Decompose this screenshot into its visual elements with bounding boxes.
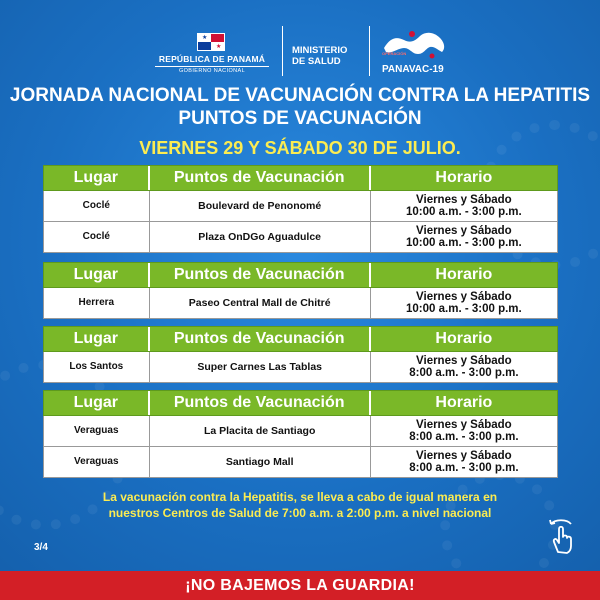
vaccination-table-veraguas bbox=[43, 390, 558, 478]
cell-punto: La Placita de Santiago bbox=[150, 416, 371, 446]
cell-punto: Super Carnes Las Tablas bbox=[150, 352, 371, 382]
table-row bbox=[43, 288, 558, 319]
cell-horario: Viernes y Sábado 8:00 a.m. - 3:00 p.m. bbox=[409, 450, 519, 474]
column-header-puntos: Puntos de Vacunación bbox=[150, 327, 371, 351]
cell-punto: Santiago Mall bbox=[150, 447, 371, 477]
table-header bbox=[43, 390, 558, 416]
cell-lugar: Herrera bbox=[44, 288, 150, 318]
column-header-puntos: Puntos de Vacunación bbox=[150, 263, 371, 287]
cell-lugar: Veraguas bbox=[44, 447, 150, 477]
cell-punto: Paseo Central Mall de Chitré bbox=[150, 288, 371, 318]
cell-horario: Viernes y Sábado 10:00 a.m. - 3:00 p.m. bbox=[406, 194, 522, 218]
column-header-lugar: Lugar bbox=[44, 327, 150, 351]
page-title: JORNADA NACIONAL DE VACUNACIÓN CONTRA LA HEPATITIS bbox=[9, 85, 591, 106]
government-label: GOBIERNO NACIONAL bbox=[155, 66, 269, 74]
info-note: La vacunación contra la Hepatitis, se lleva a cabo de igual manera en nuestros Centros de Salud de 7:00 a.m. a 2:00 p.m. a nivel nacional bbox=[102, 490, 498, 520]
date-label: VIERNES 29 Y SÁBADO 30 DE JULIO. bbox=[139, 138, 461, 158]
operation-label: OPERACIÓN bbox=[382, 51, 407, 56]
cell-horario: Viernes y Sábado 8:00 a.m. - 3:00 p.m. bbox=[409, 355, 519, 379]
cell-lugar: Coclé bbox=[44, 222, 150, 252]
cell-punto: Boulevard de Penonomé bbox=[150, 191, 371, 221]
cell-horario: Viernes y Sábado 8:00 a.m. - 3:00 p.m. bbox=[409, 419, 519, 443]
table-row bbox=[43, 416, 558, 447]
column-header-lugar: Lugar bbox=[44, 166, 150, 190]
column-header-horario: Horario bbox=[435, 394, 493, 411]
column-header-lugar: Lugar bbox=[44, 391, 150, 415]
header-divider bbox=[282, 26, 283, 76]
header-divider bbox=[369, 26, 370, 76]
column-header-lugar: Lugar bbox=[44, 263, 150, 287]
footer-banner: ¡NO BAJEMOS LA GUARDIA! bbox=[0, 571, 600, 600]
table-row bbox=[43, 447, 558, 478]
panama-map-icon bbox=[382, 28, 448, 62]
cell-horario: Viernes y Sábado 10:00 a.m. - 3:00 p.m. bbox=[406, 291, 522, 315]
page-indicator: 3/4 bbox=[34, 542, 48, 553]
column-header-horario: Horario bbox=[435, 330, 493, 347]
cell-lugar: Coclé bbox=[44, 191, 150, 221]
ministry-label: MINISTERIO DE SALUD bbox=[292, 45, 348, 67]
table-row bbox=[43, 222, 558, 253]
cell-punto: Plaza OnDGo Aguadulce bbox=[150, 222, 371, 252]
country-name: REPÚBLICA DE PANAMÁ bbox=[158, 54, 266, 64]
cell-lugar: Veraguas bbox=[44, 416, 150, 446]
column-header-horario: Horario bbox=[435, 169, 493, 186]
column-header-horario: Horario bbox=[435, 266, 493, 283]
swipe-hand-icon[interactable] bbox=[545, 516, 577, 556]
vaccination-table-cocle bbox=[43, 165, 558, 253]
vaccination-table-los-santos bbox=[43, 326, 558, 383]
header bbox=[0, 14, 600, 74]
vaccination-table-herrera bbox=[43, 262, 558, 319]
cell-horario: Viernes y Sábado 10:00 a.m. - 3:00 p.m. bbox=[406, 225, 522, 249]
table-header bbox=[43, 165, 558, 191]
cell-lugar: Los Santos bbox=[44, 352, 150, 382]
table-row bbox=[43, 352, 558, 383]
table-row bbox=[43, 191, 558, 222]
table-header bbox=[43, 326, 558, 352]
program-name: PANAVAC-19 bbox=[382, 64, 444, 75]
column-header-puntos: Puntos de Vacunación bbox=[150, 391, 371, 415]
column-header-puntos: Puntos de Vacunación bbox=[150, 166, 371, 190]
panama-flag-icon: ★ ★ bbox=[197, 33, 225, 51]
table-header bbox=[43, 262, 558, 288]
page-subtitle: PUNTOS DE VACUNACIÓN bbox=[178, 108, 422, 129]
